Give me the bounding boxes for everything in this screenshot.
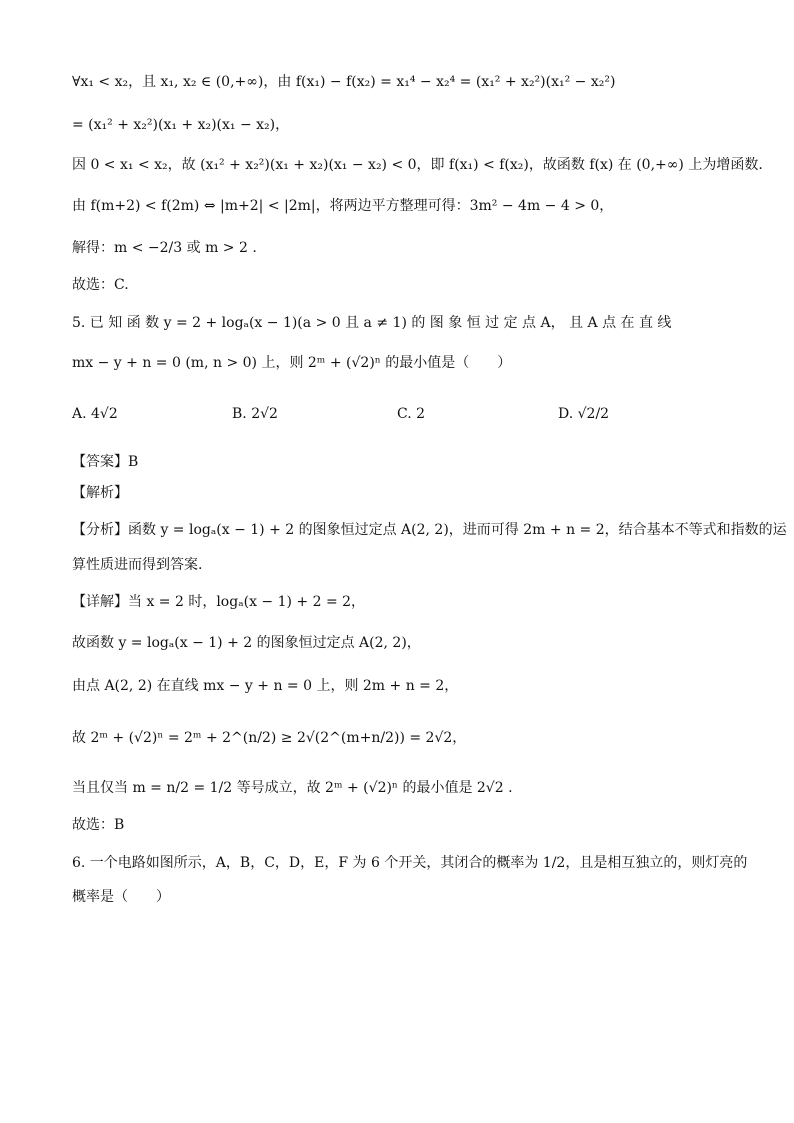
- solution-answer-choice: 故选：C.: [72, 277, 129, 293]
- solution-line-5: 解得：m < −2/3 或 m > 2 .: [72, 240, 257, 256]
- solution-line-1: ∀x₁ < x₂，且 x₁, x₂ ∈ (0,+∞)，由 f(x₁) − f(x₂) = x₁⁴ − x₂⁴ = (x₁² + x₂²)(x₁² − x₂²): [72, 74, 616, 90]
- option-a: A. 4√2: [72, 406, 118, 422]
- solution-line-4: 由 f(m+2) < f(2m) ⇔ |m+2| < |2m|，将两边平方整理可得：3m² − 4m − 4 > 0，: [72, 198, 614, 214]
- question-5-stem-line-1: 5. 已 知 函 数 y = 2 + logₐ(x − 1)(a > 0 且 a ≠ 1) 的 图 象 恒 过 定 点 A， 且 A 点 在 直 线: [72, 315, 672, 331]
- detail-line-4: 故 2ᵐ + (√2)ⁿ = 2ᵐ + 2^(n/2) ≥ 2√(2^(m+n/2)) = 2√2，: [72, 730, 467, 746]
- analysis-line-1: 【分析】函数 y = logₐ(x − 1) + 2 的图象恒过定点 A(2, 2)，进而可得 2m + n = 2，结合基本不等式和指数的运: [72, 522, 787, 538]
- analysis-line-2: 算性质进而得到答案.: [72, 557, 203, 573]
- analysis-label: 【解析】: [72, 485, 128, 501]
- answer-label: 【答案】B: [72, 454, 139, 470]
- detail-line-1: 【详解】当 x = 2 时，logₐ(x − 1) + 2 = 2，: [72, 594, 366, 610]
- solution-line-3: 因 0 < x₁ < x₂，故 (x₁² + x₂²)(x₁ + x₂)(x₁ − x₂) < 0，即 f(x₁) < f(x₂)，故函数 f(x) 在 (0,+∞) 上为增函数.: [72, 157, 763, 173]
- question-6-stem-line-2: 概率是（ ）: [72, 889, 170, 905]
- option-d: D. √2/2: [558, 406, 610, 422]
- detail-line-5: 当且仅当 m = n/2 = 1/2 等号成立，故 2ᵐ + (√2)ⁿ 的最小值是 2√2 .: [72, 780, 513, 796]
- question-6-stem-line-1: 6. 一个电路如图所示，A，B，C，D，E，F 为 6 个开关，其闭合的概率为 1/2，且是相互独立的，则灯亮的: [72, 855, 748, 871]
- option-b: B. 2√2: [232, 406, 278, 422]
- question-5-stem-line-2: mx − y + n = 0 (m, n > 0) 上，则 2ᵐ + (√2)ⁿ 的最小值是（ ）: [72, 355, 512, 371]
- detail-line-3: 由点 A(2, 2) 在直线 mx − y + n = 0 上，则 2m + n = 2，: [72, 678, 459, 694]
- detail-answer-choice: 故选：B: [72, 817, 125, 833]
- solution-line-2: = (x₁² + x₂²)(x₁ + x₂)(x₁ − x₂)，: [72, 117, 290, 133]
- option-c: C. 2: [397, 406, 426, 422]
- detail-line-2: 故函数 y = logₐ(x − 1) + 2 的图象恒过定点 A(2, 2)，: [72, 635, 421, 651]
